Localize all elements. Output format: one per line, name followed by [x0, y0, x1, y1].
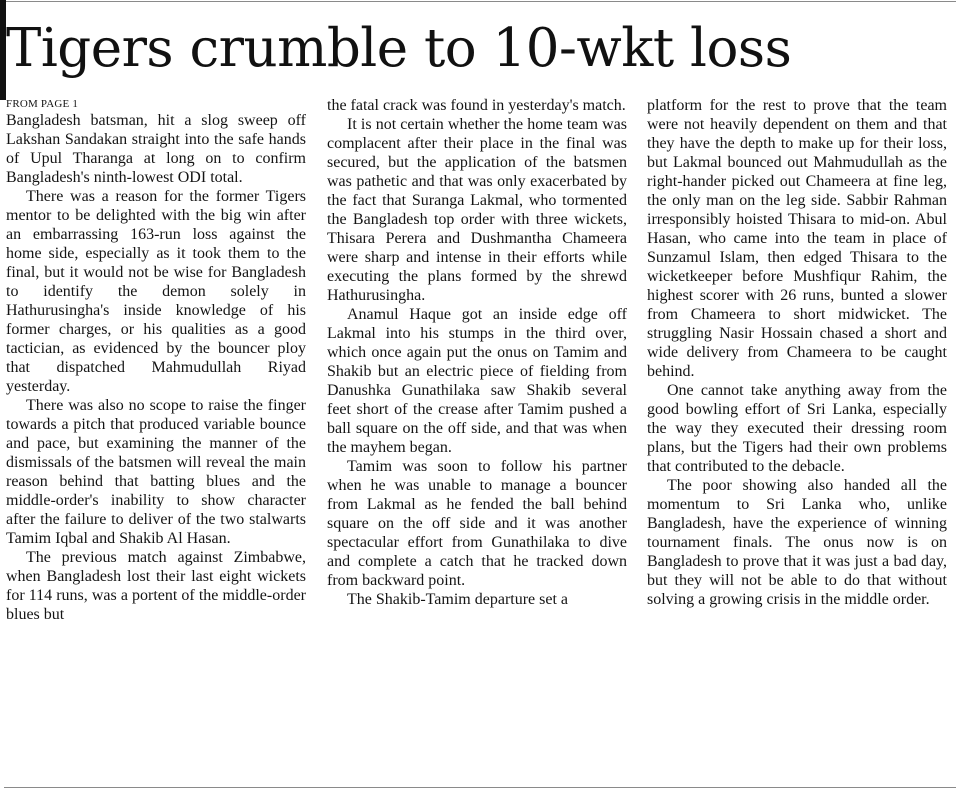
column-2 — [327, 96, 627, 609]
paragraph: One cannot take anything away from the good bowling effort of Sri Lanka, especially the way they executed their dressing room plans, but the Tigers had their own problems that contributed to the debacle. — [647, 382, 947, 475]
paragraph: Bangladesh batsman, hit a slog sweep off Lakshan Sandakan straight into the safe hands of Upul Tharanga at long on to confirm Bangladesh's ninth-lowest ODI total. — [6, 112, 306, 186]
column-1 — [6, 96, 306, 624]
paragraph: There was also no scope to raise the finger towards a pitch that produced variable bounce and pace, but examining the manner of the dismissals of the batsmen will reveal the main reason behind that batting blues and the middle-order's inability to show character after the failure to deliver of the two stalwarts Tamim Iqbal and Shakib Al Hasan. — [6, 397, 306, 547]
paragraph: It is not certain whether the home team was complacent after their place in the final was secured, but the application of the batsmen was pathetic and that was only exacerbated by the fact that Suranga Lakmal, who tormented the Bangladesh top order with three wickets, Thisara Perera and Dushmantha Chameera were sharp and intense in their efforts while executing the plans formed by the shrewd Hathurusingha. — [327, 116, 627, 304]
top-rule — [4, 1, 956, 2]
paragraph: Anamul Haque got an inside edge off Lakmal into his stumps in the third over, which once again put the onus on Tamim and Shakib but an electric piece of fielding from Danushka Gunathilaka saw Shakib several feet short of the crease after Tamim pushed a ball square on the off side, and that was when the mayhem began. — [327, 306, 627, 456]
headline: Tigers crumble to 10-wkt loss — [6, 18, 792, 79]
paragraph: Tamim was soon to follow his partner when he was unable to manage a bouncer from Lakmal as he fended the ball behind square on the off side and it was another spectacular effort from Gunathilaka to dive and complete a catch that he tracked down from backward point. — [327, 458, 627, 589]
paragraph: The previous match against Zimbabwe, when Bangladesh lost their last eight wickets for 114 runs, was a portent of the middle-order blues but — [6, 549, 306, 623]
paragraph: The poor showing also handed all the momentum to Sri Lanka who, unlike Bangladesh, have the experience of winning tournament finals. The onus now is on Bangladesh to prove that it was just a bad day, but they will not be able to do that without solving a growing crisis in the middle order. — [647, 477, 947, 608]
paragraph: There was a reason for the former Tigers mentor to be delighted with the big win after an embarrassing 163-run loss against the home side, especially as it took them to the final, but it would not be wise for Bangladesh to identify the demon solely in Hathurusingha's inside knowledge of his former charges, or his qualities as a good tactician, as evidenced by the bouncer ploy that dispatched Mahmudullah Riyad yesterday. — [6, 188, 306, 395]
column-3 — [647, 96, 947, 609]
bottom-rule — [4, 787, 956, 788]
paragraph: The Shakib-Tamim departure set a — [347, 591, 569, 608]
paragraph: the fatal crack was found in yesterday's match. — [327, 97, 626, 114]
dateline: FROM PAGE 1 — [6, 98, 79, 110]
paragraph: platform for the rest to prove that the team were not heavily dependent on them and that they have the depth to make up for their loss, but Lakmal bounced out Mahmudullah as the right-hander picked out Chameera at fine leg, the only man on the leg side. Sabbir Rahman irresponsibly hoisted Thisara to mid-on. Abul Hasan, who came into the team in place of Sunzamul Islam, then edged Thisara to the wicketkeeper before Mushfiqur Rahim, the highest scorer with 26 runs, bunted a slower from Chameera to short midwicket. The struggling Nasir Hossain chased a short and wide delivery from Chameera to be caught behind. — [647, 97, 947, 380]
